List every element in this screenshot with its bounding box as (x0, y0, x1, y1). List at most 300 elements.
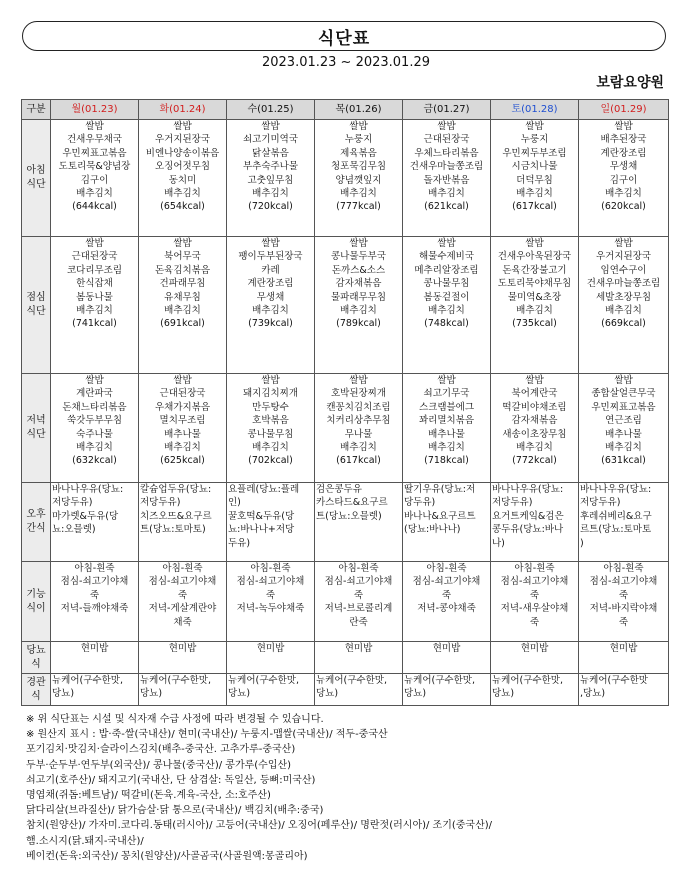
menu-item: 트(당뇨:오믈렛) (316, 510, 382, 522)
lunch-cell (139, 237, 227, 374)
menu-item: 양념깻잎지 (335, 174, 382, 186)
note-line: 명엽채(쥐돔:베트남)/ 떡갈비(돈육.계육-국산, 소:호주산) (26, 790, 271, 802)
menu-item: 배추김치 (164, 188, 201, 200)
breakfast-cell (139, 120, 227, 237)
menu-item: 우거지된장국 (595, 251, 652, 263)
functional-cell (579, 562, 669, 642)
menu-item: (617kcal) (512, 201, 557, 213)
menu-item: 쇠고기무국 (423, 388, 470, 400)
menu-item: 새송이초장무침 (502, 428, 567, 440)
row-label-text: 경관 (26, 676, 46, 688)
menu-item: 돈육김치볶음 (154, 264, 211, 276)
menu-item: 배추김치 (605, 188, 642, 200)
menu-item: 종합살얼큰무국 (591, 388, 656, 400)
tube-cell (315, 674, 403, 706)
menu-item: 요플레(당뇨:플레 (228, 484, 300, 495)
menu-item: 란죽 (349, 616, 368, 628)
menu-item: 르트(당뇨:토마토 (580, 524, 652, 536)
menu-item: 무나물 (344, 428, 373, 440)
menu-item: 김구이 (609, 174, 638, 186)
menu-item: 우민찌두부조림 (502, 147, 567, 159)
menu-item: 콩나물무침 (247, 428, 294, 440)
row-label-text: 저녁 (26, 415, 46, 426)
menu-item: 마가렛&두유(당 (52, 510, 119, 522)
note-line: ※ 위 식단표는 시설 및 식자재 수급 사정에 따라 변경될 수 있습니다. (26, 714, 324, 725)
header-day: 금(01.27) (403, 100, 491, 120)
menu-item: 저당두유) (52, 497, 93, 509)
menu-item: 봄동겉절이 (423, 291, 470, 303)
header-row (22, 100, 669, 120)
menu-item: 배추김치 (428, 188, 465, 200)
menu-item: 쌀밥 (85, 375, 104, 386)
row-label-text: 식단 (26, 179, 46, 190)
menu-item: 쌀밥 (173, 375, 192, 386)
menu-item: 당뇨) (140, 688, 163, 700)
menu-item: (669kcal) (601, 318, 646, 330)
menu-item: 죽 (529, 616, 540, 628)
snack-row (22, 483, 669, 562)
menu-item: 쌀밥 (85, 121, 104, 132)
menu-item: 배추김치 (340, 442, 377, 454)
menu-item: 카레 (261, 264, 280, 276)
menu-item: 연근조림 (605, 415, 642, 427)
menu-item: (631kcal) (601, 455, 646, 467)
menu-item: ,당뇨) (580, 688, 606, 700)
menu-item: 코다리무조림 (66, 264, 123, 276)
menu-item: 죽 (353, 589, 364, 601)
menu-item: 점심-쇠고기야채 (236, 576, 305, 588)
snack-cell (139, 483, 227, 562)
header-category: 구분 (22, 100, 51, 120)
lunch-cell (491, 237, 579, 374)
note-line: ※ 원산지 표시 : 밥·죽-쌀(국내산)/ 현미(국내산)/ 누룽지-맵쌀(국내산)/ 적두-중국산 (26, 729, 388, 741)
menu-item: (720kcal) (248, 201, 293, 213)
snack-cell (403, 483, 491, 562)
menu-item: 쌀밥 (614, 121, 633, 132)
menu-item: 배추김치 (605, 442, 642, 454)
row-label-text: 당뇨 (26, 644, 46, 656)
diabetic-cell: 현미밥 (491, 642, 579, 674)
menu-item: 쑥갓두부무침 (66, 415, 123, 427)
functional-cell (51, 562, 139, 642)
functional-cell (403, 562, 491, 642)
menu-item: 건새우아욱된장국 (497, 251, 572, 263)
date-range: 2023.01.23 ~ 2023.01.29 (261, 55, 431, 70)
menu-item: 근대된장국 (423, 134, 470, 146)
menu-item: 당뇨) (316, 688, 339, 700)
notes (26, 712, 686, 864)
menu-item: 뉴케어(구수한맛 (580, 675, 648, 686)
menu-item: 배추김치 (428, 442, 465, 454)
menu-item: 배추나물 (164, 428, 201, 440)
menu-item: 트(당뇨:토마토) (140, 524, 206, 536)
menu-item: (621kcal) (424, 201, 469, 213)
menu-item: 배추된장국 (600, 134, 647, 146)
menu-item: 호박된장찌개 (330, 388, 387, 400)
menu-item: 점심-쇠고기야채 (589, 576, 658, 588)
header-day: 화(01.24) (139, 100, 227, 120)
functional-cell (491, 562, 579, 642)
menu-item: 건새우무채국 (66, 134, 123, 146)
menu-item: (748kcal) (424, 318, 469, 330)
menu-item: 무생채 (256, 291, 285, 303)
menu-item: 고춧잎무침 (247, 174, 294, 186)
row-label (22, 642, 51, 674)
dinner-cell (139, 374, 227, 483)
menu-item: 쌀밥 (173, 121, 192, 132)
menu-item: (702kcal) (248, 455, 293, 467)
menu-item: 북어무국 (164, 251, 201, 263)
menu-item: 쌀밥 (437, 375, 456, 386)
snack-cell (491, 483, 579, 562)
diabetic-cell: 현미밥 (227, 642, 315, 674)
menu-item: 쌀밥 (437, 121, 456, 132)
menu-item: 쌀밥 (173, 238, 192, 249)
dinner-cell (491, 374, 579, 483)
menu-item: 칼슘업두유(당뇨: (140, 484, 212, 495)
menu-item: 계란장조림 (247, 278, 294, 290)
menu-item: 뉴케어(구수한맛, (140, 675, 211, 686)
page-title (22, 21, 666, 51)
menu-item: (644kcal) (72, 201, 117, 213)
menu-item: 쌀밥 (261, 375, 280, 386)
menu-item: 쇠고기미역국 (242, 134, 299, 146)
menu-item: (718kcal) (424, 455, 469, 467)
menu-item: 비엔나양송이볶음 (145, 147, 220, 159)
tube-cell (139, 674, 227, 706)
menu-item: 바나나우유(당뇨: (580, 484, 652, 495)
lunch-cell (227, 237, 315, 374)
menu-item: 제육볶음 (340, 147, 377, 159)
menu-item: 뉴케어(구수한맛, (404, 675, 475, 686)
row-label-text: 기능 (26, 588, 46, 600)
menu-item: 우민찌표고볶음 (62, 147, 127, 159)
row-label-text: 식이 (26, 602, 46, 614)
menu-item: 당뇨) (52, 688, 75, 700)
menu-item: (739kcal) (248, 318, 293, 330)
menu-item: 나) (492, 537, 505, 549)
menu-item: 북어계란국 (511, 388, 558, 400)
menu-item: 누룽지 (520, 134, 549, 146)
dinner-cell (227, 374, 315, 483)
menu-item: 치커리상추무침 (326, 415, 391, 427)
menu-item: 인) (228, 497, 241, 509)
menu-item: (632kcal) (72, 455, 117, 467)
menu-item: 뇨:오믈렛) (52, 524, 96, 536)
menu-item: 점심-쇠고기야채 (60, 576, 129, 588)
menu-item: 바나나&요구르트 (404, 510, 476, 522)
menu-item: 오징어젓무침 (154, 161, 211, 173)
diabetic-cell: 현미밥 (315, 642, 403, 674)
row-label (22, 674, 51, 706)
menu-item: 배추김치 (516, 442, 553, 454)
menu-item: 콩나물무침 (423, 278, 470, 290)
menu-item: 건새우마늘쫑조림 (409, 161, 484, 173)
menu-item: 저녁-게살계란야 (148, 603, 217, 615)
menu-item: 죽 (89, 589, 100, 601)
menu-item: 배추김치 (252, 442, 289, 454)
tube-cell (491, 674, 579, 706)
menu-item: 저녁-콩야채죽 (417, 603, 476, 615)
menu-item: 꽈리멸치볶음 (418, 415, 475, 427)
menu-item: 무생채 (609, 161, 638, 173)
breakfast-cell (51, 120, 139, 237)
note-line: 참치(원양산)/ 가자미.코다리.동태(러시아)/ 고등어(국내산)/ 오징어(페루산)/ 명란젓(러시아)/ 조기(중국산)/ (26, 820, 493, 832)
row-label-text: 간식 (26, 523, 46, 534)
menu-item: 쌀밥 (349, 375, 368, 386)
menu-item: 누룽지 (344, 134, 373, 146)
menu-item: 카스타드&요구르 (316, 497, 388, 509)
row-label (22, 483, 51, 562)
note-line: 쇠고기(호주산)/ 돼지고기(국내산, 단 삼겹살: 독일산, 등뼈:미국산) (26, 774, 316, 786)
menu-item: 한식잡채 (76, 278, 113, 290)
lunch-cell (315, 237, 403, 374)
menu-item: 물파래무무침 (330, 291, 387, 303)
tube-row (22, 674, 669, 706)
row-label-text: 식 (31, 658, 41, 670)
menu-item: (당뇨:바나나) (404, 524, 461, 536)
menu-item: 도토리묵&양념장 (58, 161, 131, 173)
menu-item: 쌀밥 (525, 121, 544, 132)
snack-cell (227, 483, 315, 562)
menu-item: 바나나우유(당뇨: (492, 484, 564, 495)
note-line: 두부·순두부·연두부(외국산)/ 콩나물(중국산)/ 콩가루(수입산) (26, 759, 292, 771)
menu-item: (789kcal) (336, 318, 381, 330)
menu-item: 저녁-브로콜리계 (324, 603, 393, 615)
menu-item: 저당두유) (580, 497, 621, 509)
menu-item: 점심-쇠고기야채 (148, 576, 217, 588)
lunch-cell (403, 237, 491, 374)
row-label-text: 점심 (26, 292, 46, 303)
dinner-cell (403, 374, 491, 483)
menu-item: (741kcal) (72, 318, 117, 330)
menu-item: 당뇨) (404, 688, 427, 700)
menu-item: 당뇨) (492, 688, 515, 700)
menu-item: 뉴케어(구수한맛, (492, 675, 563, 686)
menu-item: 돈까스&소스 (331, 264, 386, 276)
menu-item: (617kcal) (336, 455, 381, 467)
menu-item: 꿀호떡&두유(당 (228, 510, 295, 522)
menu-item: 만두탕수 (252, 401, 289, 413)
row-label (22, 562, 51, 642)
tube-cell (403, 674, 491, 706)
menu-item: 뇨:바나나+저당 (228, 524, 295, 536)
menu-item: 배추김치 (516, 305, 553, 317)
menu-item: 배추나물 (605, 428, 642, 440)
menu-item: 검은콩두유 (316, 484, 362, 495)
row-label-text: 식 (31, 690, 41, 702)
menu-item: 스크램블에그 (418, 401, 475, 413)
tube-cell (51, 674, 139, 706)
menu-item: 뉴케어(구수한맛, (52, 675, 123, 686)
menu-item: 세발초장무침 (595, 291, 652, 303)
menu-item: 임연수구이 (600, 264, 647, 276)
snack-cell (315, 483, 403, 562)
menu-item: 쌀밥 (349, 121, 368, 132)
row-label-text: 식단 (26, 429, 46, 440)
note-line: 포기김치·맛김치·슬라이스김치(배추-중국산. 고추가루-중국산) (26, 744, 296, 756)
row-label-text: 식단 (26, 306, 46, 317)
menu-item: 유채무침 (164, 291, 201, 303)
breakfast-cell (227, 120, 315, 237)
menu-item: 죽 (529, 589, 540, 601)
menu-item: 아침-흰죽 (514, 563, 555, 574)
menu-item: (777kcal) (336, 201, 381, 213)
menu-item: ) (580, 537, 584, 549)
header-day: 목(01.26) (315, 100, 403, 120)
menu-item: 배추김치 (252, 188, 289, 200)
menu-item: 건새우마늘쫑조림 (586, 278, 661, 290)
menu-item: 배추김치 (516, 188, 553, 200)
menu-item: 팽이두부된장국 (238, 251, 303, 263)
menu-item: 바나나우유(당뇨: (52, 484, 124, 495)
menu-item: 물미역&초장 (507, 291, 562, 303)
menu-item: 쌀밥 (261, 238, 280, 249)
note-line: 베이컨(돈육:외국산)/ 꽁치(원양산)/사골곰국(사골원액:몽골리아) (26, 850, 308, 862)
menu-item: 저녁-바지락야채 (589, 603, 658, 615)
functional-cell (315, 562, 403, 642)
menu-item: 쌀밥 (349, 238, 368, 249)
functional-cell (139, 562, 227, 642)
menu-item: 죽 (441, 589, 452, 601)
menu-item: 배추김치 (76, 188, 113, 200)
menu-item: 점심-쇠고기야채 (412, 576, 481, 588)
row-label (22, 237, 51, 374)
note-line: 닭다리살(브라질산)/ 닭가슴살·닭 통으로(국내산)/ 백김치(배추:중국) (26, 805, 324, 817)
diabetic-cell: 현미밥 (139, 642, 227, 674)
menu-item: 죽 (618, 616, 629, 628)
menu-item: (620kcal) (601, 201, 646, 213)
menu-item: 쌀밥 (614, 238, 633, 249)
breakfast-row (22, 120, 669, 237)
menu-item: 배추김치 (428, 305, 465, 317)
menu-item: 해물수제비국 (418, 251, 475, 263)
menu-item: 치즈오뜨&요구르 (140, 510, 212, 522)
snack-cell (51, 483, 139, 562)
menu-item: 쌀밥 (525, 375, 544, 386)
menu-item: 떡갈비야채조림 (502, 401, 567, 413)
menu-item: (625kcal) (160, 455, 205, 467)
menu-item: 채죽 (173, 616, 192, 628)
menu-item: 김구이 (80, 174, 109, 186)
lunch-cell (579, 237, 669, 374)
menu-table (21, 99, 669, 706)
menu-item: 우체느타리볶음 (414, 147, 479, 159)
tube-cell (579, 674, 669, 706)
menu-item: 저당두유) (140, 497, 181, 509)
menu-item: (691kcal) (160, 318, 205, 330)
menu-item: 배추김치 (252, 305, 289, 317)
menu-item: 후레쉬베리&요구 (580, 510, 652, 522)
diabetic-cell: 현미밥 (579, 642, 669, 674)
menu-item: 배추김치 (76, 442, 113, 454)
row-label (22, 120, 51, 237)
functional-row (22, 562, 669, 642)
diabetic-cell: 현미밥 (403, 642, 491, 674)
menu-item: 죽 (177, 589, 188, 601)
menu-item: 우민찌표고볶음 (591, 401, 656, 413)
diabetic-cell: 현미밥 (51, 642, 139, 674)
menu-item: 시금치나물 (511, 161, 558, 173)
menu-item: 당뇨) (228, 688, 251, 700)
menu-item: 쌀밥 (85, 238, 104, 249)
menu-item: 두유) (228, 537, 251, 549)
functional-cell (227, 562, 315, 642)
menu-item: 근대된장국 (71, 251, 118, 263)
menu-item: 쌀밥 (614, 375, 633, 386)
menu-item: 딸기우유(당뇨:저 (404, 484, 476, 495)
menu-item: 건파래무침 (159, 278, 206, 290)
menu-item: 배추김치 (164, 305, 201, 317)
menu-item: 돈채느타리볶음 (62, 401, 127, 413)
menu-item: 저녁-새우살야채 (500, 603, 569, 615)
menu-item: 뉴케어(구수한맛, (316, 675, 387, 686)
row-label-text: 오후 (26, 509, 46, 520)
menu-item: 당두유) (404, 497, 436, 509)
menu-item: 저당두유) (492, 497, 533, 509)
breakfast-cell (315, 120, 403, 237)
title-text: 식단표 (317, 28, 371, 49)
menu-item: 닭살볶음 (252, 147, 289, 159)
menu-item: 돼지김치찌개 (242, 388, 299, 400)
menu-item: 감자채볶음 (335, 278, 382, 290)
menu-item: (654kcal) (160, 201, 205, 213)
row-label (22, 374, 51, 483)
menu-item: 동치미 (168, 174, 197, 186)
menu-item: 콩두유(당뇨:바나 (492, 524, 564, 536)
breakfast-cell (579, 120, 669, 237)
menu-item: 청포묵김무침 (330, 161, 387, 173)
row-label-text: 아침 (26, 165, 46, 176)
header-day: 일(01.29) (579, 100, 669, 120)
dinner-cell (579, 374, 669, 483)
menu-item: 아침-흰죽 (74, 563, 115, 574)
menu-item: 멸치무조림 (159, 415, 206, 427)
menu-item: 계란장조림 (600, 147, 647, 159)
menu-item: 캔꽁치김치조림 (326, 401, 391, 413)
menu-item: 호박볶음 (252, 415, 289, 427)
header-day: 월(01.23) (51, 100, 139, 120)
menu-item: 돈육간장불고기 (502, 264, 567, 276)
dinner-row (22, 374, 669, 483)
menu-item: 계란파국 (76, 388, 113, 400)
menu-item: 부추숙주나물 (242, 161, 299, 173)
note-line: 햄.소시지(닭.돼지-국내산)/ (26, 835, 144, 847)
snack-cell (579, 483, 669, 562)
breakfast-cell (491, 120, 579, 237)
diabetic-row (22, 642, 669, 674)
menu-item: 요거트케잌&검은 (492, 510, 564, 522)
menu-item: 쌀밥 (437, 238, 456, 249)
dinner-cell (51, 374, 139, 483)
menu-item: 콩나물두부국 (330, 251, 387, 263)
menu-item: 아침-흰죽 (338, 563, 379, 574)
tube-cell (227, 674, 315, 706)
menu-item: 배추김치 (340, 188, 377, 200)
menu-item: 쌀밥 (525, 238, 544, 249)
lunch-cell (51, 237, 139, 374)
dinner-cell (315, 374, 403, 483)
menu-item: 배추김치 (340, 305, 377, 317)
menu-item: 감자채볶음 (511, 415, 558, 427)
menu-item: 쌀밥 (261, 121, 280, 132)
menu-item: 우채가지볶음 (154, 401, 211, 413)
menu-item: 죽 (265, 589, 276, 601)
menu-item: 아침-흰죽 (250, 563, 291, 574)
menu-item: 도토리묵야채무침 (497, 278, 572, 290)
lunch-row (22, 237, 669, 374)
header-day: 토(01.28) (491, 100, 579, 120)
